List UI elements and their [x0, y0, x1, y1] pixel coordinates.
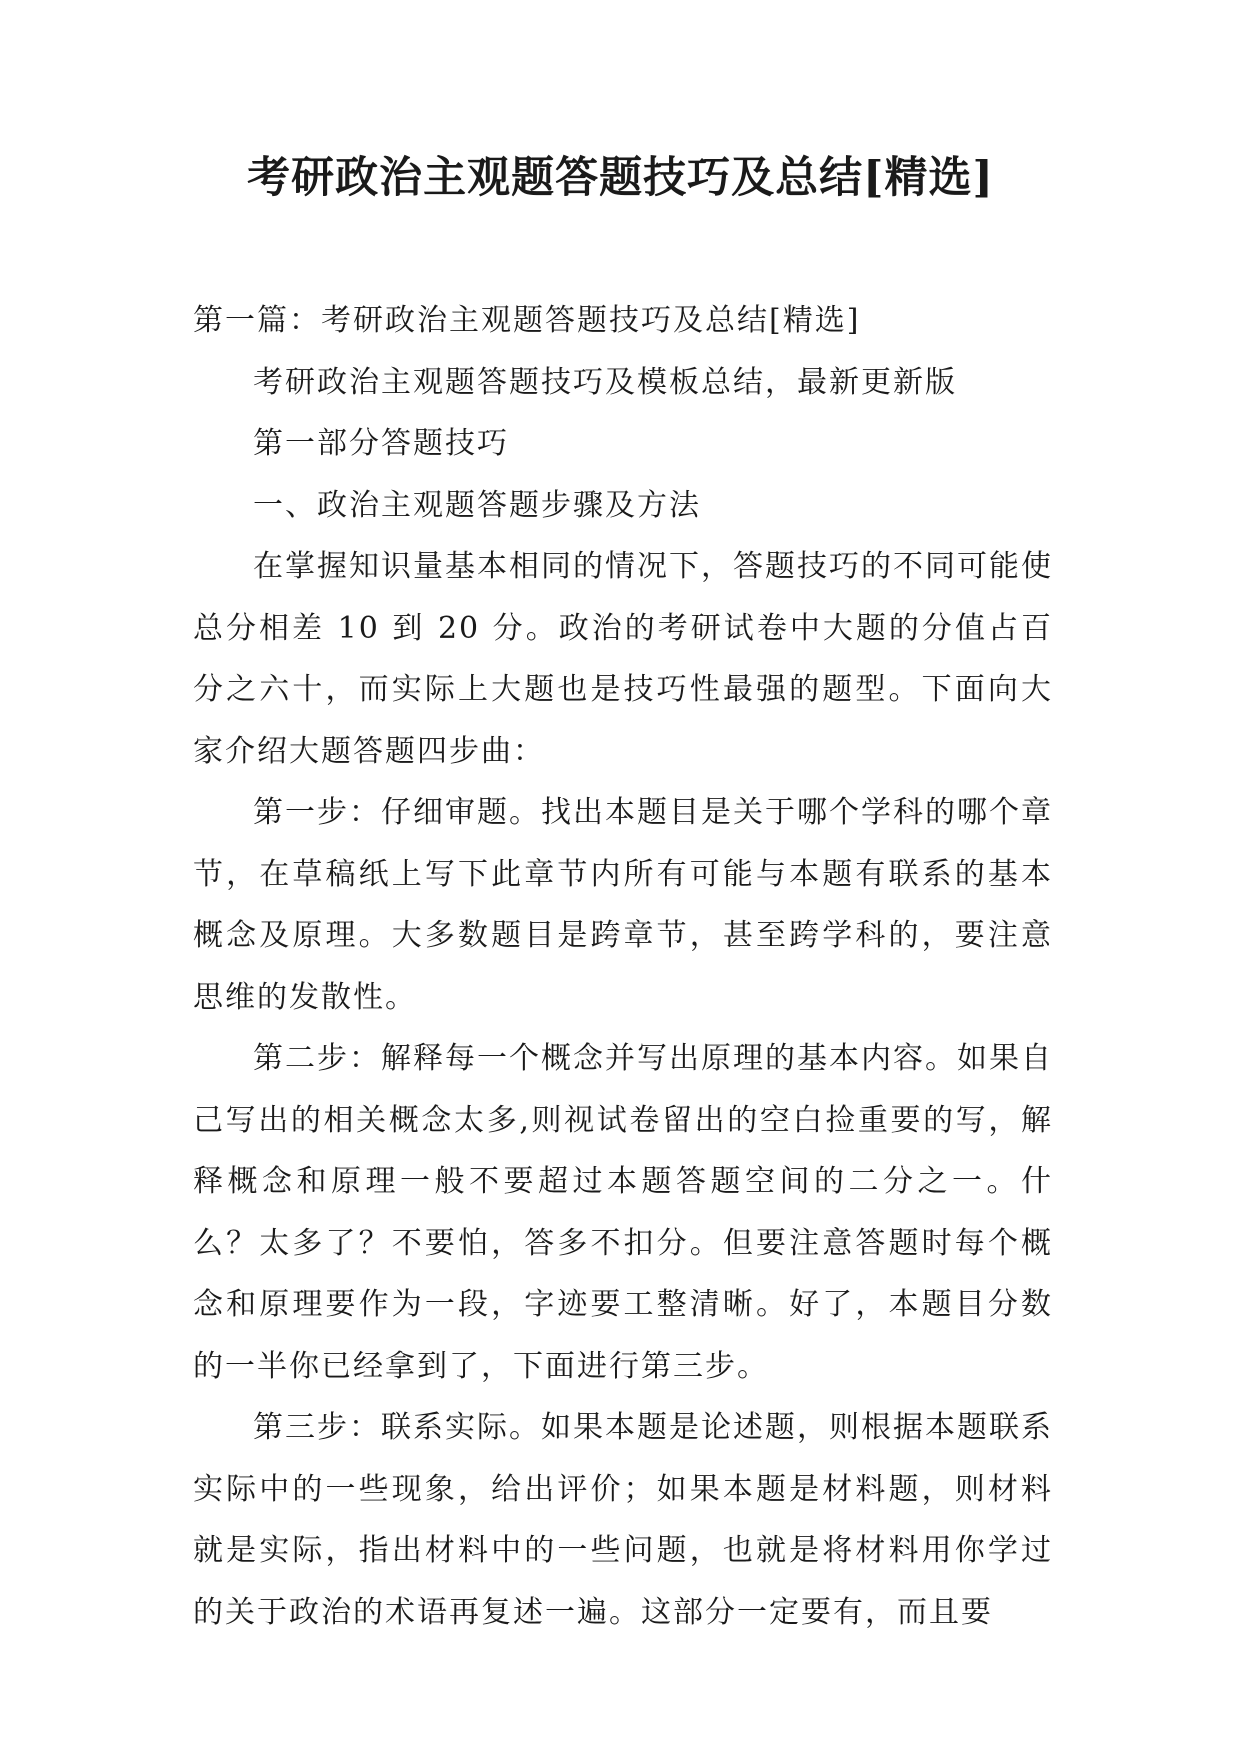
- subtitle-line: 考研政治主观题答题技巧及模板总结，最新更新版: [253, 364, 957, 400]
- document-title: 考研政治主观题答题技巧及总结[精选]: [247, 153, 994, 203]
- paragraph: 在掌握知识量基本相同的情况下，答题技巧的不同可能使总分相差 10 到 20 分。政治的考研试卷中大题的分值占百分之六十，而实际上大题也是技巧性最强的题型。下面向大家介绍大题答题四步曲：: [193, 549, 1053, 769]
- section-heading: 第一篇：考研政治主观题答题技巧及总结[精选]: [193, 303, 861, 338]
- paragraph: 第一步：仔细审题。找出本题目是关于哪个学科的哪个章节，在草稿纸上写下此章节内所有可能与本题有联系的基本概念及原理。大多数题目是跨章节，甚至跨学科的，要注意思维的发散性。: [193, 795, 1053, 1015]
- paragraph: 第二步：解释每一个概念并写出原理的基本内容。如果自己写出的相关概念太多,则视试卷留出的空白捡重要的写，解释概念和原理一般不要超过本题答题空间的二分之一。什么？太多了？不要怕，答多不扣分。但要注意答题时每个概念和原理要作为一段，字迹要工整清晰。好了，本题目分数的一半你已经拿到了，下面进行第三步。: [193, 1041, 1053, 1384]
- part-heading: 第一部分答题技巧: [253, 426, 509, 461]
- document-body: [193, 290, 1053, 1643]
- paragraph: 第三步：联系实际。如果本题是论述题，则根据本题联系实际中的一些现象，给出评价；如果本题是材料题，则材料就是实际，指出材料中的一些问题，也就是将材料用你学过的关于政治的术语再复述一遍。这部分一定要有，而且要: [193, 1410, 1053, 1630]
- sub-heading: 一、政治主观题答题步骤及方法: [253, 487, 701, 523]
